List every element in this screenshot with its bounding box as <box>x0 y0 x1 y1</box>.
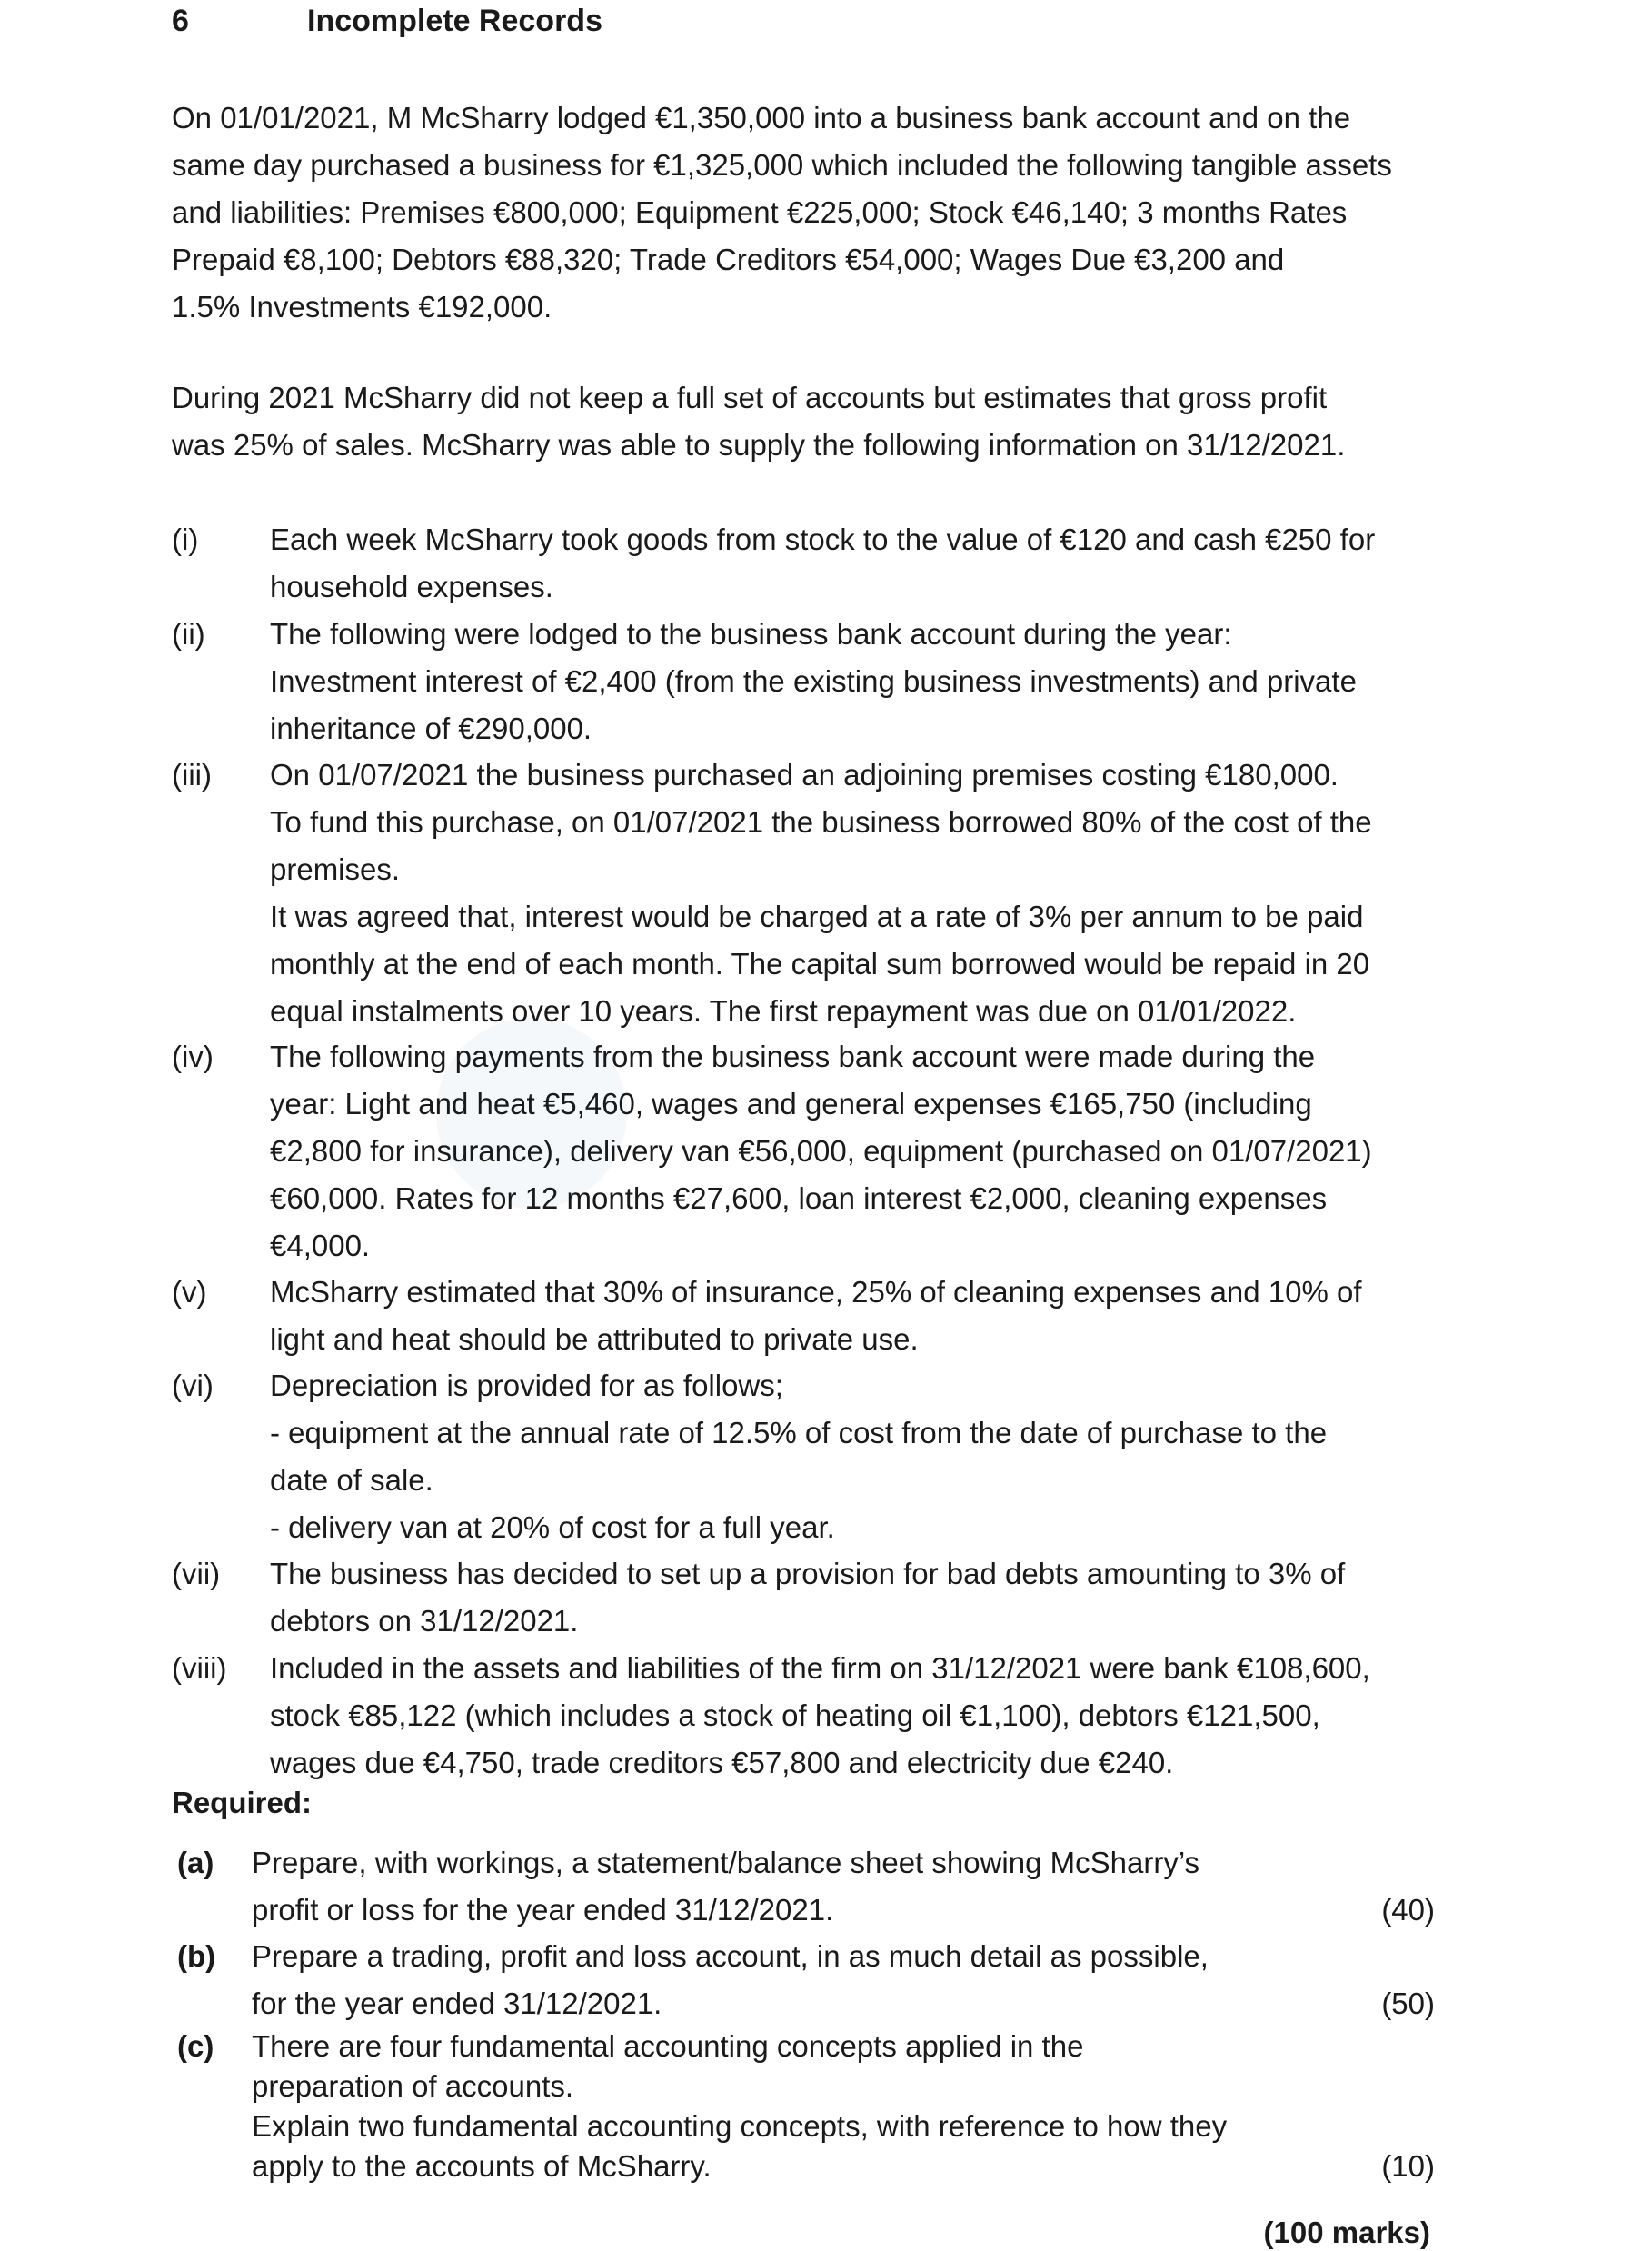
item-line: The following payments from the business bank account were made during the <box>270 1040 1316 1073</box>
item-line: monthly at the end of each month. The capital sum borrowed would be repaid in 20 <box>270 947 1370 981</box>
item-line: €60,000. Rates for 12 months €27,600, loan interest €2,000, cleaning expenses <box>270 1181 1328 1215</box>
part-marks: (10) <box>1381 2149 1435 2183</box>
intro-paragraph <box>172 95 1480 331</box>
intro-line: was 25% of sales. McSharry was able to supply the following information on 31/12/2021. <box>172 428 1346 462</box>
part-line: for the year ended 31/12/2021. <box>252 1987 662 2020</box>
item-line: McSharry estimated that 30% of insurance, 25% of cleaning expenses and 10% of <box>270 1275 1362 1309</box>
item-line: wages due €4,750, trade creditors €57,800 and electricity due €240. <box>270 1746 1174 1779</box>
intro-line: same day purchased a business for €1,325,000 which included the following tangible assets <box>172 148 1392 182</box>
item-numeral: (i) <box>172 523 199 556</box>
intro-line: Prepaid €8,100; Debtors €88,320; Trade Creditors €54,000; Wages Due €3,200 and <box>172 243 1285 276</box>
intro-line: During 2021 McSharry did not keep a full set of accounts but estimates that gross profit <box>172 381 1328 414</box>
item-numeral: (vii) <box>172 1557 221 1590</box>
info-item-ii <box>172 611 1480 752</box>
part-line: profit or loss for the year ended 31/12/2021. <box>252 1893 834 1927</box>
item-line: inheritance of €290,000. <box>270 712 592 745</box>
item-line: The business has decided to set up a provision for bad debts amounting to 3% of <box>270 1557 1346 1590</box>
required-part-a <box>172 1839 1435 1934</box>
info-item-v <box>172 1269 1480 1363</box>
part-line: Explain two fundamental accounting concepts, with reference to how they <box>252 2109 1228 2143</box>
required-part-c <box>172 2027 1435 2186</box>
information-paragraph <box>172 374 1480 469</box>
item-line: The following were lodged to the business bank account during the year: <box>270 617 1232 651</box>
intro-line: On 01/01/2021, M McSharry lodged €1,350,000 into a business bank account and on the <box>172 101 1351 134</box>
part-letter: (c) <box>177 2029 214 2063</box>
item-line: On 01/07/2021 the business purchased an adjoining premises costing €180,000. <box>270 758 1339 792</box>
item-line: debtors on 31/12/2021. <box>270 1604 579 1638</box>
item-line: €2,800 for insurance), delivery van €56,000, equipment (purchased on 01/07/2021) <box>270 1134 1372 1168</box>
item-line: date of sale. <box>270 1463 433 1497</box>
question-number: 6 <box>172 4 189 38</box>
item-line: To fund this purchase, on 01/07/2021 the business borrowed 80% of the cost of the <box>270 805 1372 839</box>
required-part-b <box>172 1933 1435 2027</box>
part-line: There are four fundamental accounting concepts applied in the <box>252 2029 1084 2063</box>
item-line: year: Light and heat €5,460, wages and general expenses €165,750 (including <box>270 1087 1312 1121</box>
part-marks: (50) <box>1381 1987 1435 2020</box>
info-item-iv <box>172 1033 1480 1270</box>
info-item-i <box>172 516 1480 611</box>
item-line: - equipment at the annual rate of 12.5% of cost from the date of purchase to the <box>270 1416 1328 1449</box>
info-item-iii <box>172 752 1480 1035</box>
part-line: preparation of accounts. <box>252 2069 574 2103</box>
item-numeral: (v) <box>172 1275 207 1309</box>
item-line: stock €85,122 (which includes a stock of heating oil €1,100), debtors €121,500, <box>270 1698 1320 1732</box>
info-item-viii <box>172 1645 1480 1787</box>
item-numeral: (ii) <box>172 617 205 651</box>
item-line: It was agreed that, interest would be charged at a rate of 3% per annum to be paid <box>270 900 1364 933</box>
info-item-vi <box>172 1362 1480 1551</box>
info-item-vii <box>172 1550 1480 1645</box>
required-heading: Required: <box>172 1786 313 1819</box>
total-marks: (100 marks) <box>1263 2216 1430 2249</box>
item-line: Included in the assets and liabilities of the firm on 31/12/2021 were bank €108,600, <box>270 1651 1370 1685</box>
intro-line: 1.5% Investments €192,000. <box>172 290 552 324</box>
part-marks: (40) <box>1381 1893 1435 1927</box>
item-numeral: (vi) <box>172 1369 214 1402</box>
item-line: - delivery van at 20% of cost for a full year. <box>270 1510 835 1544</box>
item-numeral: (iv) <box>172 1040 214 1073</box>
part-line: Prepare a trading, profit and loss account, in as much detail as possible, <box>252 1939 1209 1973</box>
item-line: household expenses. <box>270 570 553 603</box>
item-line: Depreciation is provided for as follows; <box>270 1369 783 1402</box>
intro-line: and liabilities: Premises €800,000; Equipment €225,000; Stock €46,140; 3 months Rates <box>172 195 1348 229</box>
item-line: Each week McSharry took goods from stock to the value of €120 and cash €250 for <box>270 523 1376 556</box>
question-title: Incomplete Records <box>307 4 602 38</box>
item-line: light and heat should be attributed to private use. <box>270 1322 919 1356</box>
item-line: €4,000. <box>270 1229 371 1262</box>
item-line: Investment interest of €2,400 (from the existing business investments) and private <box>270 664 1357 698</box>
item-line: premises. <box>270 852 401 886</box>
part-letter: (b) <box>177 1939 216 1973</box>
part-letter: (a) <box>177 1846 214 1879</box>
part-line: apply to the accounts of McSharry. <box>252 2149 712 2183</box>
part-line: Prepare, with workings, a statement/balance sheet showing McSharry’s <box>252 1846 1200 1879</box>
item-numeral: (viii) <box>172 1651 227 1685</box>
item-line: equal instalments over 10 years. The first repayment was due on 01/01/2022. <box>270 994 1297 1028</box>
item-numeral: (iii) <box>172 758 212 792</box>
